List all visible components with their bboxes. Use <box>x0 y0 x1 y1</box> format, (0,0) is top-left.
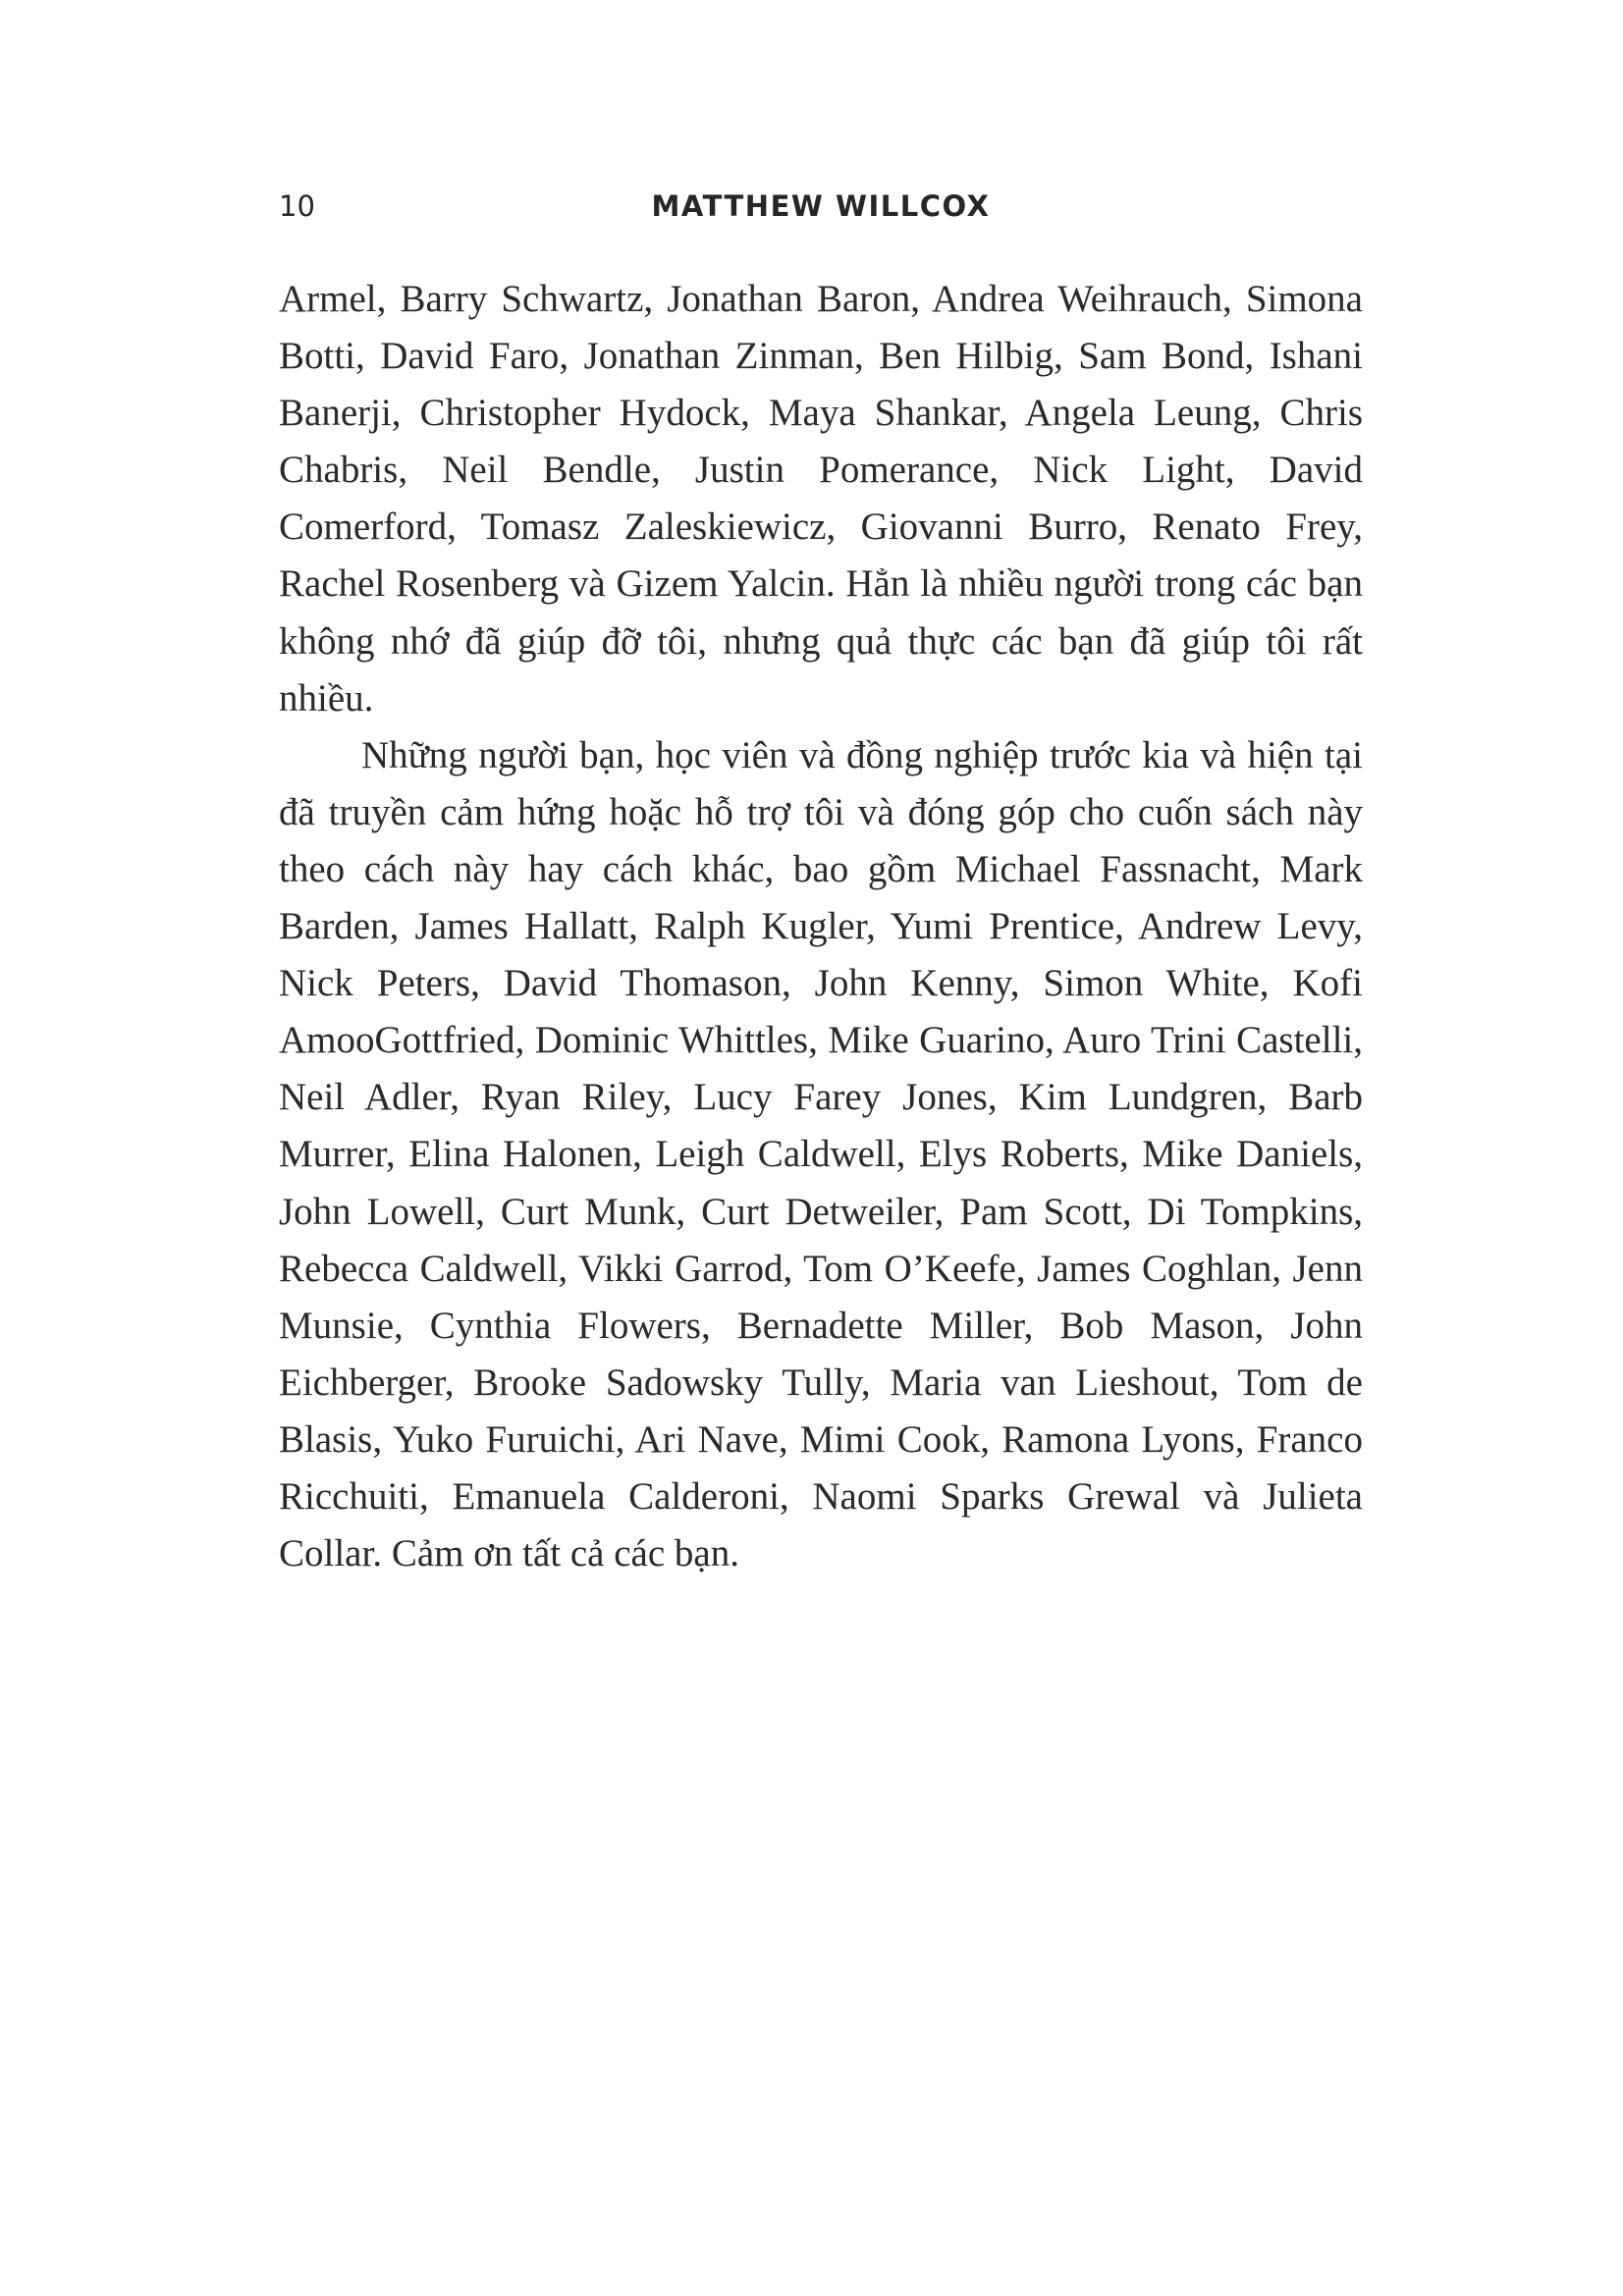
page-number: 10 <box>279 189 315 223</box>
running-head <box>279 185 1363 228</box>
body-text <box>279 271 1363 1582</box>
paragraph-continued: Armel, Barry Schwartz, Jonathan Baron, Andrea Weihrauch, Simona Botti, David Faro, Jonathan Zinman, Ben Hilbig, Sam Bond, Ishani Banerji, Christopher Hydock, Maya Shankar, Angela Leung, Chris Chabris, Neil Bendle, Justin Pomerance, Nick Light, David Comerford, Tomasz Zaleskiewicz, Giovanni Burro, Renato Frey, Rachel Rosenberg và Gizem Yalcin. Hẳn là nhiều người trong các bạn không nhớ đã giúp đỡ tôi, nhưng quả thực các bạn đã giúp tôi rất nhiều. <box>279 278 1363 720</box>
paragraph-acknowledgements: Những người bạn, học viên và đồng nghiệp trước kia và hiện tại đã truyền cảm hứng hoặc hỗ trợ tôi và đóng góp cho cuốn sách này theo cách này hay cách khác, bao gồm Michael Fassnacht, Mark Barden, James Hallatt, Ralph Kugler, Yumi Prentice, Andrew Levy, Nick Peters, David Thomason, John Kenny, Simon White, Kofi AmooGottfried, Dominic Whittles, Mike Guarino, Auro Trini Castelli, Neil Adler, Ryan Riley, Lucy Farey Jones, Kim Lundgren, Barb Murrer, Elina Halonen, Leigh Caldwell, Elys Roberts, Mike Daniels, John Lowell, Curt Munk, Curt Detweiler, Pam Scott, Di Tompkins, Rebecca Caldwell, Vikki Garrod, Tom O’Keefe, James Coghlan, Jenn Munsie, Cynthia Flowers, Bernadette Miller, Bob Mason, John Eichberger, Brooke Sadowsky Tully, Maria van Lieshout, Tom de Blasis, Yuko Furuichi, Ari Nave, Mimi Cook, Ramona Lyons, Franco Ricchuiti, Emanuela Calderoni, Naomi Sparks Grewal và Julieta Collar. Cảm ơn tất cả các bạn. <box>279 733 1363 1575</box>
running-head-author: MATTHEW WILLCOX <box>651 189 991 223</box>
